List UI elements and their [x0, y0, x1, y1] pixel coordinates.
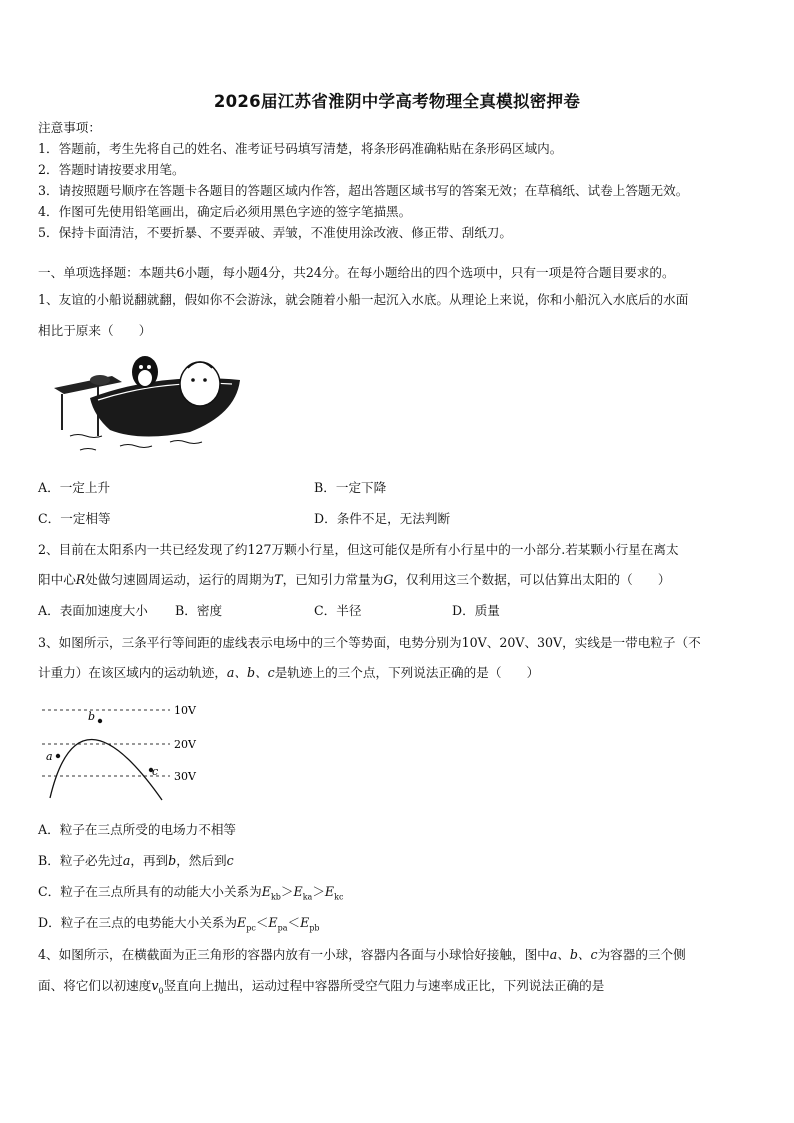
note-item: 1．答题前，考生先将自己的姓名、准考证号码填写清楚，将条形码准确粘贴在条形码区域内。	[38, 141, 563, 156]
q3-option-c: C．粒子在三点所具有的动能大小关系为$E_{kb}>E_{ka}>E_{kc}$	[38, 884, 344, 902]
q2-option-b: B．密度	[175, 603, 223, 618]
note-item: 5．保持卡面清洁，不要折暴、不要弄破、弄皱，不准使用涂改液、修正带、刮纸刀。	[38, 225, 512, 240]
equipotential-diagram	[38, 700, 208, 805]
q2-stem-line2: 阳中心R处做匀速圆周运动，运行的周期为T，已知引力常量为G，仅利用这三个数据，可以估算出太阳的（ ）	[38, 572, 671, 587]
q1-option-b: B．一定下降	[314, 480, 387, 495]
notes-heading: 注意事项：	[38, 120, 101, 135]
q1-option-d: D．条件不足，无法判断	[314, 511, 451, 526]
q2-option-a: A．表面加速度大小	[38, 603, 148, 618]
q4-stem-line1: 4、如图所示，在横截面为正三角形的容器内放有一小球，容器内各面与小球恰好接触，图中a、b、c为容器的三个侧	[38, 947, 686, 962]
q3-stem-line1: 3、如图所示，三条平行等间距的虚线表示电场中的三个等势面，电势分别为10V、20V、30V，实线是一带电粒子（不	[38, 635, 701, 650]
q1-stem-line2: 相比于原来（ ）	[38, 323, 152, 338]
q2-stem-line1: 2、目前在太阳系内一共已经发现了约127万颗小行星，但这可能仅是所有小行星中的一小部分.若某颗小行星在离太	[38, 542, 679, 557]
q3-option-d: D．粒子在三点的电势能大小关系为$E_{pc}<E_{pa}<E_{pb}$	[38, 915, 320, 933]
svg-text:c: c	[152, 765, 159, 778]
label-30v: 30V	[174, 770, 196, 783]
note-item: 4．作图可先使用铅笔画出，确定后必须用黑色字迹的签字笔描黑。	[38, 204, 412, 219]
svg-text:b: b	[88, 710, 96, 723]
q2-option-d: D．质量	[452, 603, 500, 618]
point-a	[56, 754, 60, 758]
q4-stem-line2: 面、将它们以初速度$v_0$竖直向上抛出，运动过程中容器所受空气阻力与速率成正比，下列说法正确的是	[38, 978, 605, 996]
q1-option-a: A．一定上升	[38, 480, 111, 495]
point-b	[98, 719, 102, 723]
note-item: 2．答题时请按要求用笔。	[38, 162, 185, 177]
q3-option-a: A．粒子在三点所受的电场力不相等	[38, 822, 237, 837]
q3-option-b: B．粒子必先过a，再到b，然后到c	[38, 853, 234, 868]
boat-illustration	[50, 350, 245, 455]
note-item: 3．请按照题号顺序在答题卡各题目的答题区域内作答，超出答题区域书写的答案无效；在草稿纸、试卷上答题无效。	[38, 183, 689, 198]
q2-option-c: C．半径	[314, 603, 362, 618]
q3-stem-line2: 计重力）在该区域内的运动轨迹，a、b、c是轨迹上的三个点，下列说法正确的是（ ）	[38, 665, 540, 680]
section-header: 一、单项选择题：本题共6小题，每小题4分，共24分。在每小题给出的四个选项中，只有一项是符合题目要求的。	[38, 265, 675, 280]
label-10v: 10V	[174, 704, 196, 717]
label-20v: 20V	[174, 738, 196, 751]
page-title: 2026届江苏省淮阴中学高考物理全真模拟密押卷	[213, 92, 581, 111]
svg-text:a: a	[46, 750, 53, 763]
q1-stem-line1: 1、友谊的小船说翻就翻，假如你不会游泳，就会随着小船一起沉入水底。从理论上来说，你和小船沉入水底后的水面	[38, 292, 689, 307]
q1-option-c: C．一定相等	[38, 511, 111, 526]
